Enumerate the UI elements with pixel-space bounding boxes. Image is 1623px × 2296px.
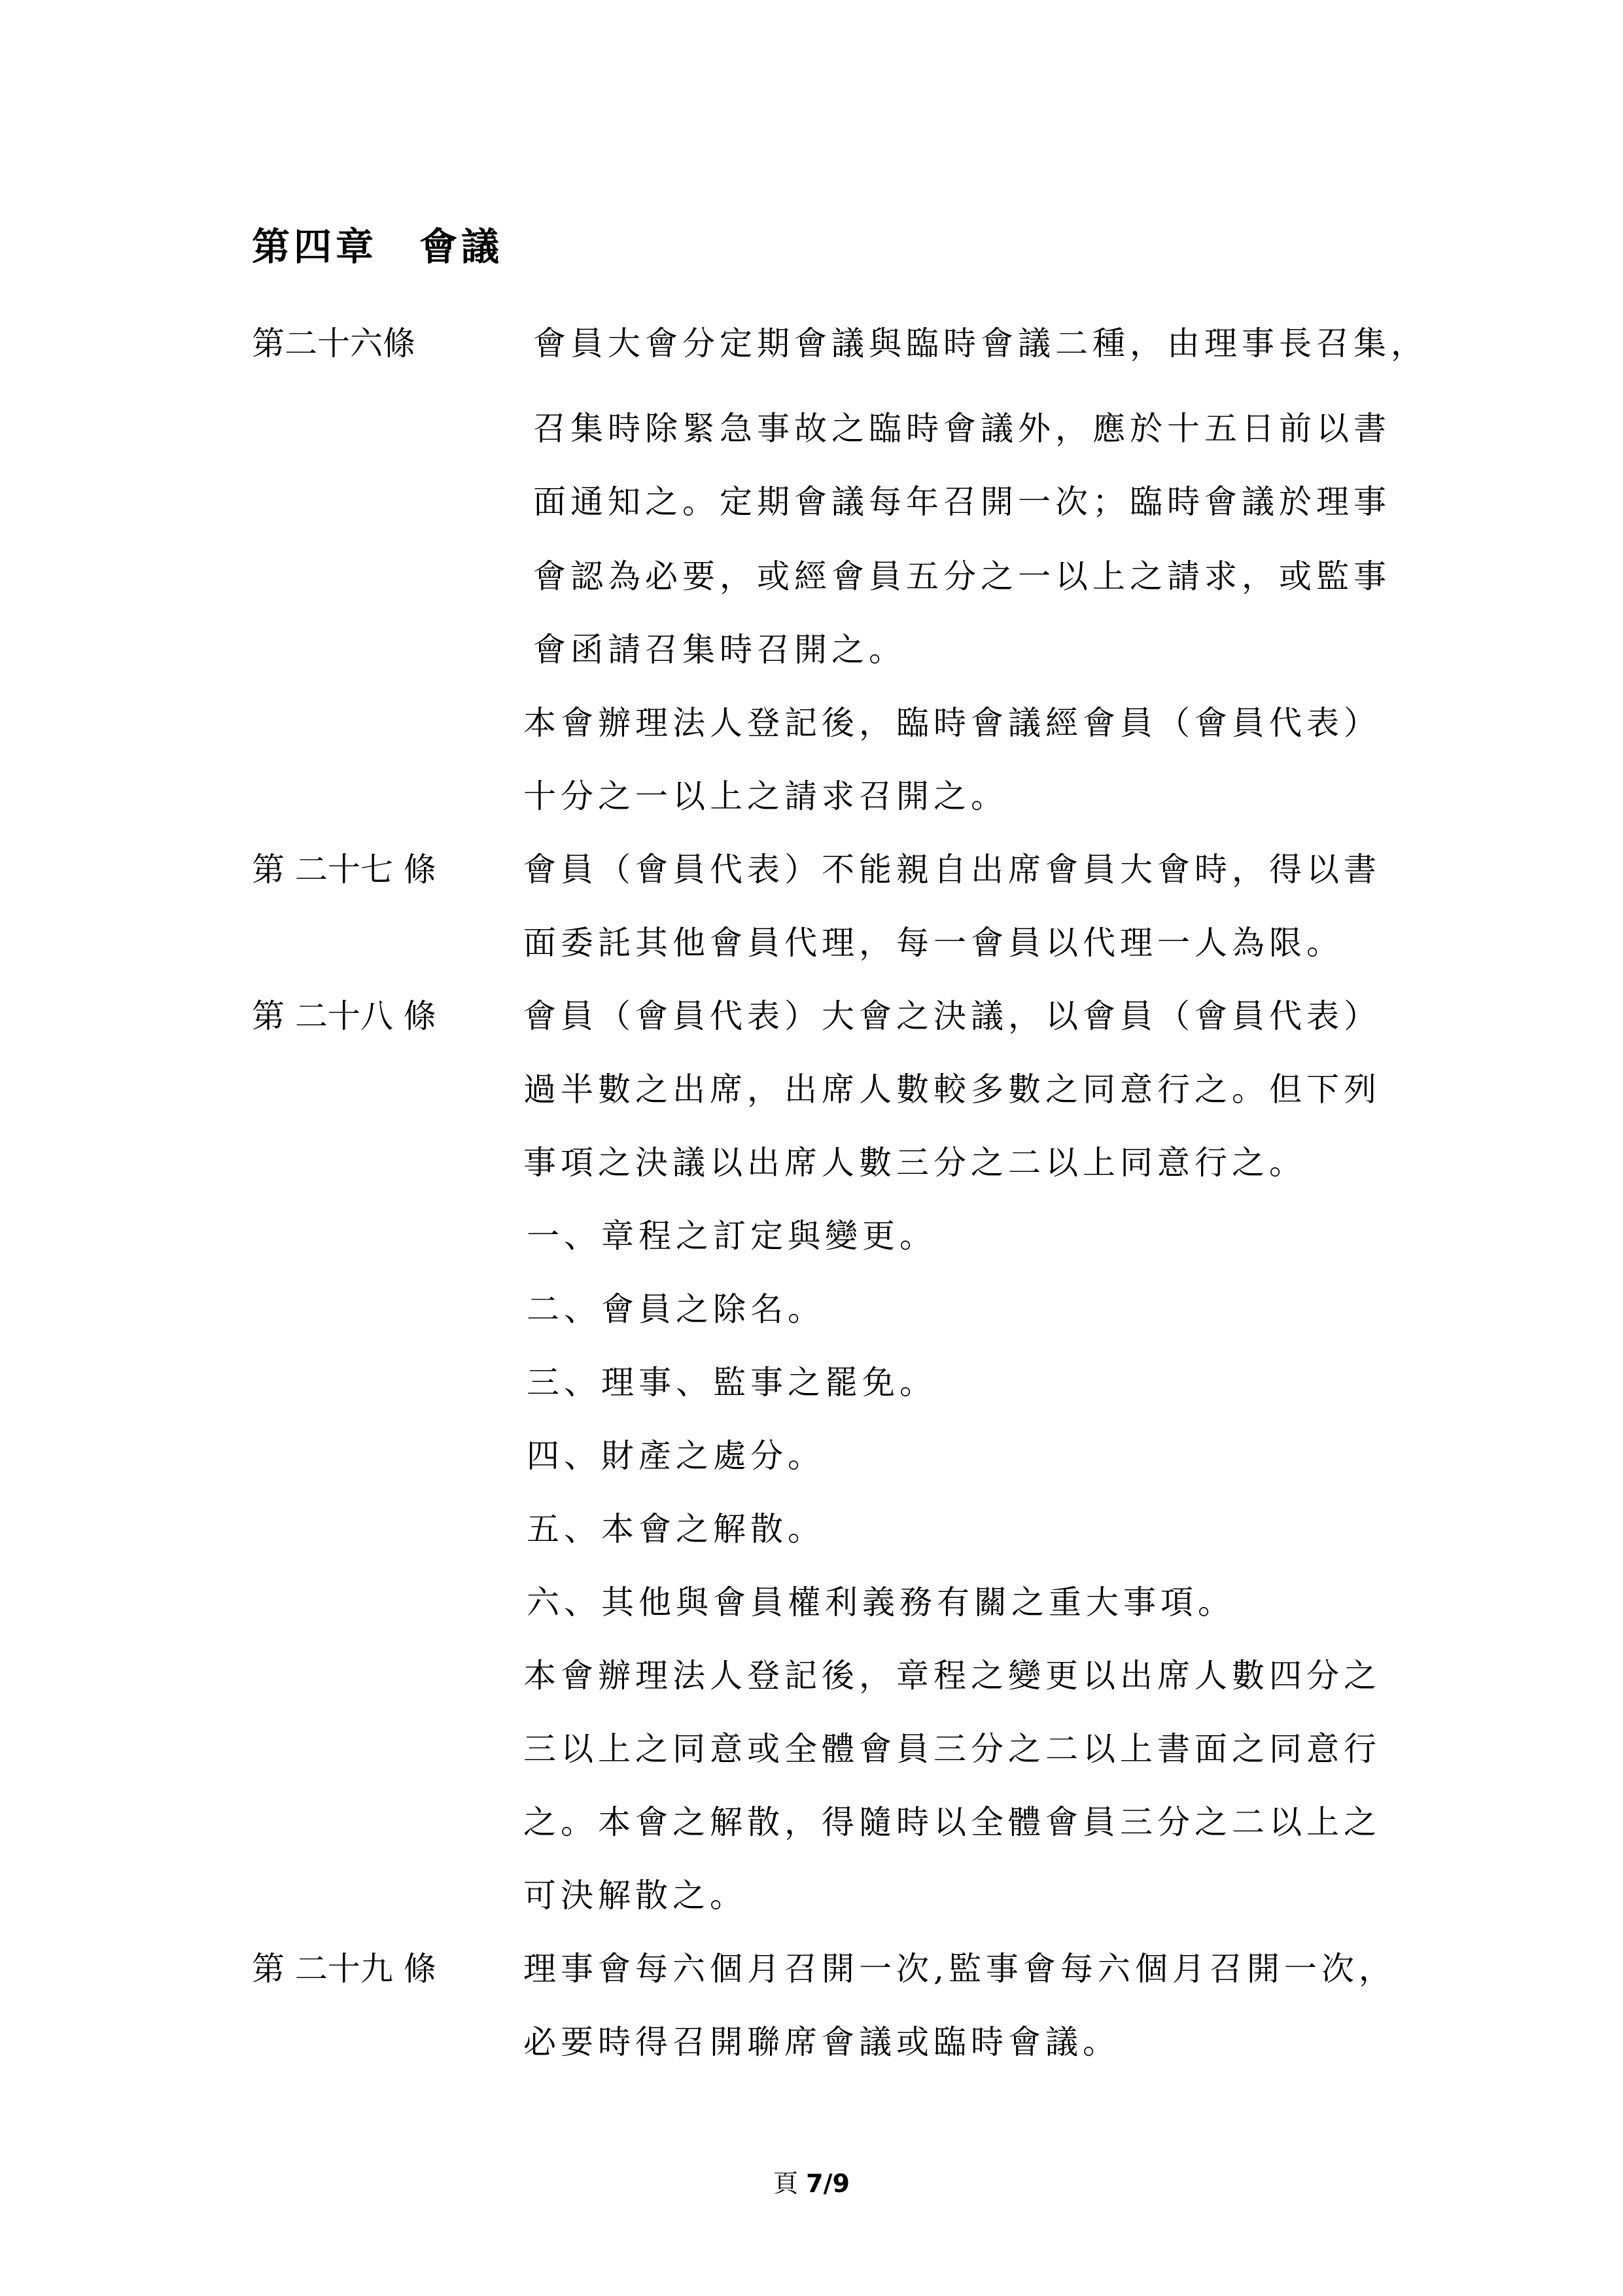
list-item: 五、本會之解散。	[527, 1510, 825, 1548]
article-28-line: 過半數之出席，出席人數較多數之同意行之。但下列	[523, 1070, 1381, 1108]
list-item: 四、財產之處分。	[527, 1437, 825, 1475]
article-28-line: 三以上之同意或全體會員三分之二以上書面之同意行	[523, 1730, 1381, 1768]
list-item: 三、理事、監事之罷免。	[527, 1364, 937, 1402]
page-separator: /	[823, 2169, 833, 2198]
article-27-label: 第 二十七 條	[252, 851, 436, 889]
page-number: 7	[806, 2169, 824, 2198]
article-28-label: 第 二十八 條	[252, 997, 436, 1035]
article-26-line: 會認為必要，或經會員五分之一以上之請求，或監事	[533, 557, 1391, 595]
list-item: 六、其他與會員權利義務有關之重大事項。	[527, 1583, 1235, 1621]
chapter-title: 第四章 會議	[252, 224, 504, 269]
list-item: 二、會員之除名。	[527, 1290, 825, 1328]
article-26-line: 召集時除緊急事故之臨時會議外，應於十五日前以書	[533, 410, 1391, 448]
article-26-line: 面通知之。定期會議每年召開一次；臨時會議於理事	[533, 483, 1391, 521]
article-26-label: 第二十六條	[252, 325, 415, 362]
article-26-line: 會函請召集時召開之。	[533, 631, 906, 669]
article-29-label: 第 二十九 條	[252, 1950, 436, 1988]
article-26-line: 會員大會分定期會議與臨時會議二種，由理事長召集，	[533, 325, 1428, 362]
article-29-line: 理事會每六個月召開一次,監事會每六個月召開一次，	[523, 1950, 1396, 1988]
article-27-line: 會員（會員代表）不能親自出席會員大會時，得以書	[523, 851, 1381, 889]
article-26-line: 本會辦理法人登記後，臨時會議經會員（會員代表）	[523, 704, 1381, 742]
page-footer	[0, 2171, 1623, 2196]
article-28-line: 本會辦理法人登記後，章程之變更以出席人數四分之	[523, 1657, 1381, 1695]
page-total: 9	[832, 2169, 850, 2198]
page-prefix: 頁	[773, 2169, 799, 2198]
article-26-line: 十分之一以上之請求召開之。	[523, 777, 1008, 815]
article-28-line: 會員（會員代表）大會之決議，以會員（會員代表）	[523, 997, 1381, 1035]
list-item: 一、章程之訂定與變更。	[527, 1217, 937, 1255]
article-28-line: 可決解散之。	[523, 1877, 747, 1915]
article-28-line: 之。本會之解散，得隨時以全體會員三分之二以上之	[523, 1803, 1381, 1841]
article-28-line: 事項之決議以出席人數三分之二以上同意行之。	[523, 1144, 1306, 1182]
article-29-line: 必要時得召開聯席會議或臨時會議。	[523, 2023, 1120, 2061]
article-27-line: 面委託其他會員代理，每一會員以代理一人為限。	[523, 924, 1344, 962]
